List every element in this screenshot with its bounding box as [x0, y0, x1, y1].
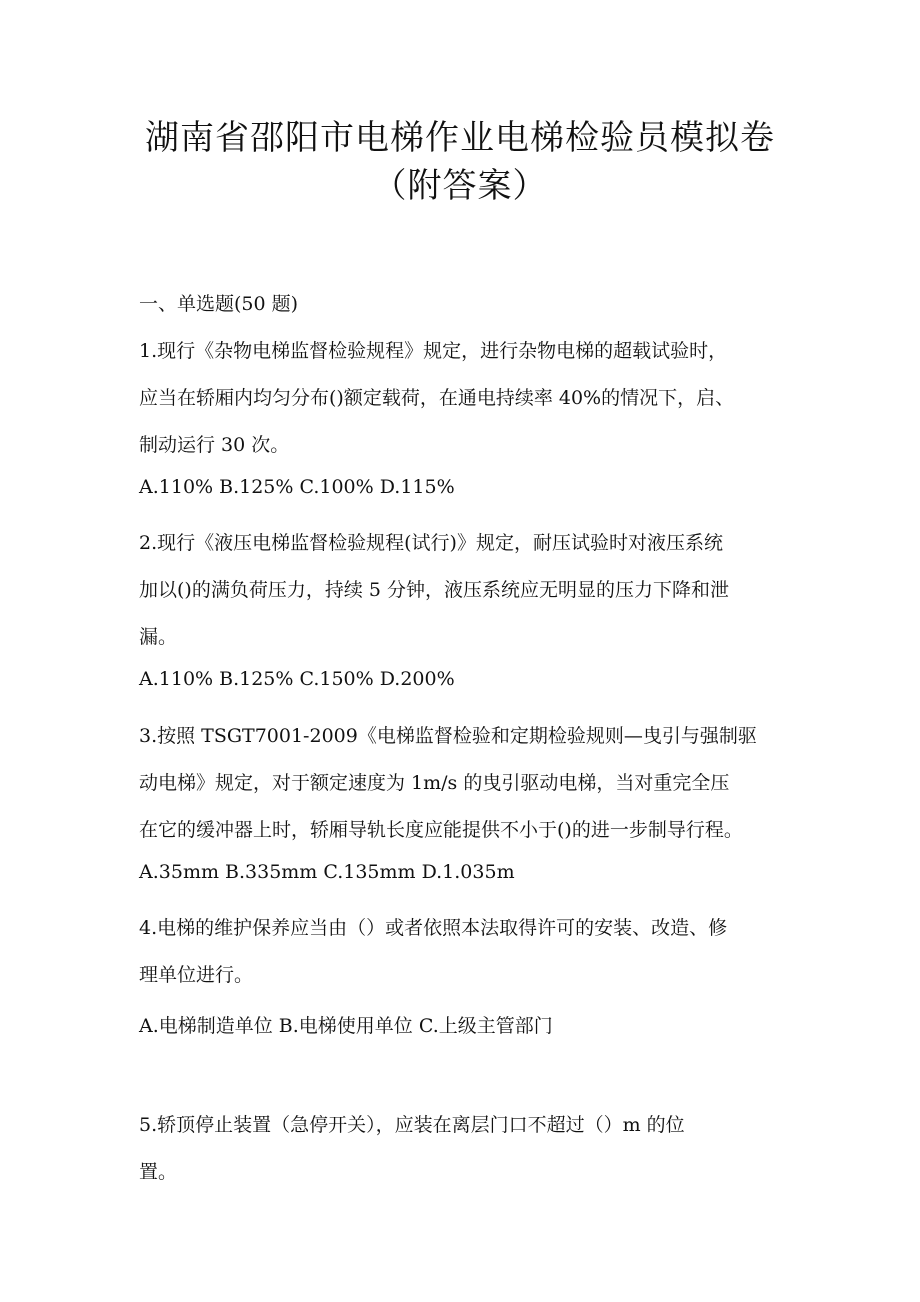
- question-3-line-3: 在它的缓冲器上时，轿厢导轨长度应能提供不小于()的进一步制导行程。: [139, 819, 743, 841]
- question-3-line-2: 动电梯》规定，对于额定速度为 1m/s 的曳引驱动电梯，当对重完全压: [139, 772, 730, 794]
- question-2-line-3: 漏。: [139, 626, 178, 648]
- question-4-line-2: 理单位进行。: [139, 964, 254, 986]
- title-line-2: （附答案）: [372, 166, 548, 206]
- question-4-line-1: 4.电梯的维护保养应当由（）或者依照本法取得许可的安装、改造、修: [139, 917, 728, 939]
- question-1-line-1: 1.现行《杂物电梯监督检验规程》规定，进行杂物电梯的超载试验时，: [139, 340, 728, 362]
- question-1-line-2: 应当在轿厢内均匀分布()额定载荷，在通电持续率 40%的情况下，启、: [139, 387, 735, 409]
- title-line-1: 湖南省邵阳市电梯作业电梯检验员模拟卷: [145, 118, 775, 158]
- section-header: 一、单选题(50 题): [139, 293, 299, 315]
- question-4-options: A.电梯制造单位 B.电梯使用单位 C.上级主管部门: [139, 1015, 553, 1037]
- question-1-line-3: 制动运行 30 次。: [139, 434, 290, 456]
- question-5-line-2: 置。: [139, 1161, 178, 1183]
- question-2-line-1: 2.现行《液压电梯监督检验规程(试行)》规定，耐压试验时对液压系统: [139, 532, 723, 554]
- question-3-line-1: 3.按照 TSGT7001-2009《电梯监督检验和定期检验规则—曳引与强制驱: [139, 725, 757, 747]
- question-5-line-1: 5.轿顶停止装置（急停开关），应装在离层门口不超过（）m 的位: [139, 1114, 685, 1136]
- question-3-options: A.35mm B.335mm C.135mm D.1.035m: [139, 861, 515, 883]
- question-2-options: A.110% B.125% C.150% D.200%: [139, 668, 455, 690]
- question-2-line-2: 加以()的满负荷压力，持续 5 分钟，液压系统应无明显的压力下降和泄: [139, 579, 729, 601]
- question-1-options: A.110% B.125% C.100% D.115%: [139, 476, 455, 498]
